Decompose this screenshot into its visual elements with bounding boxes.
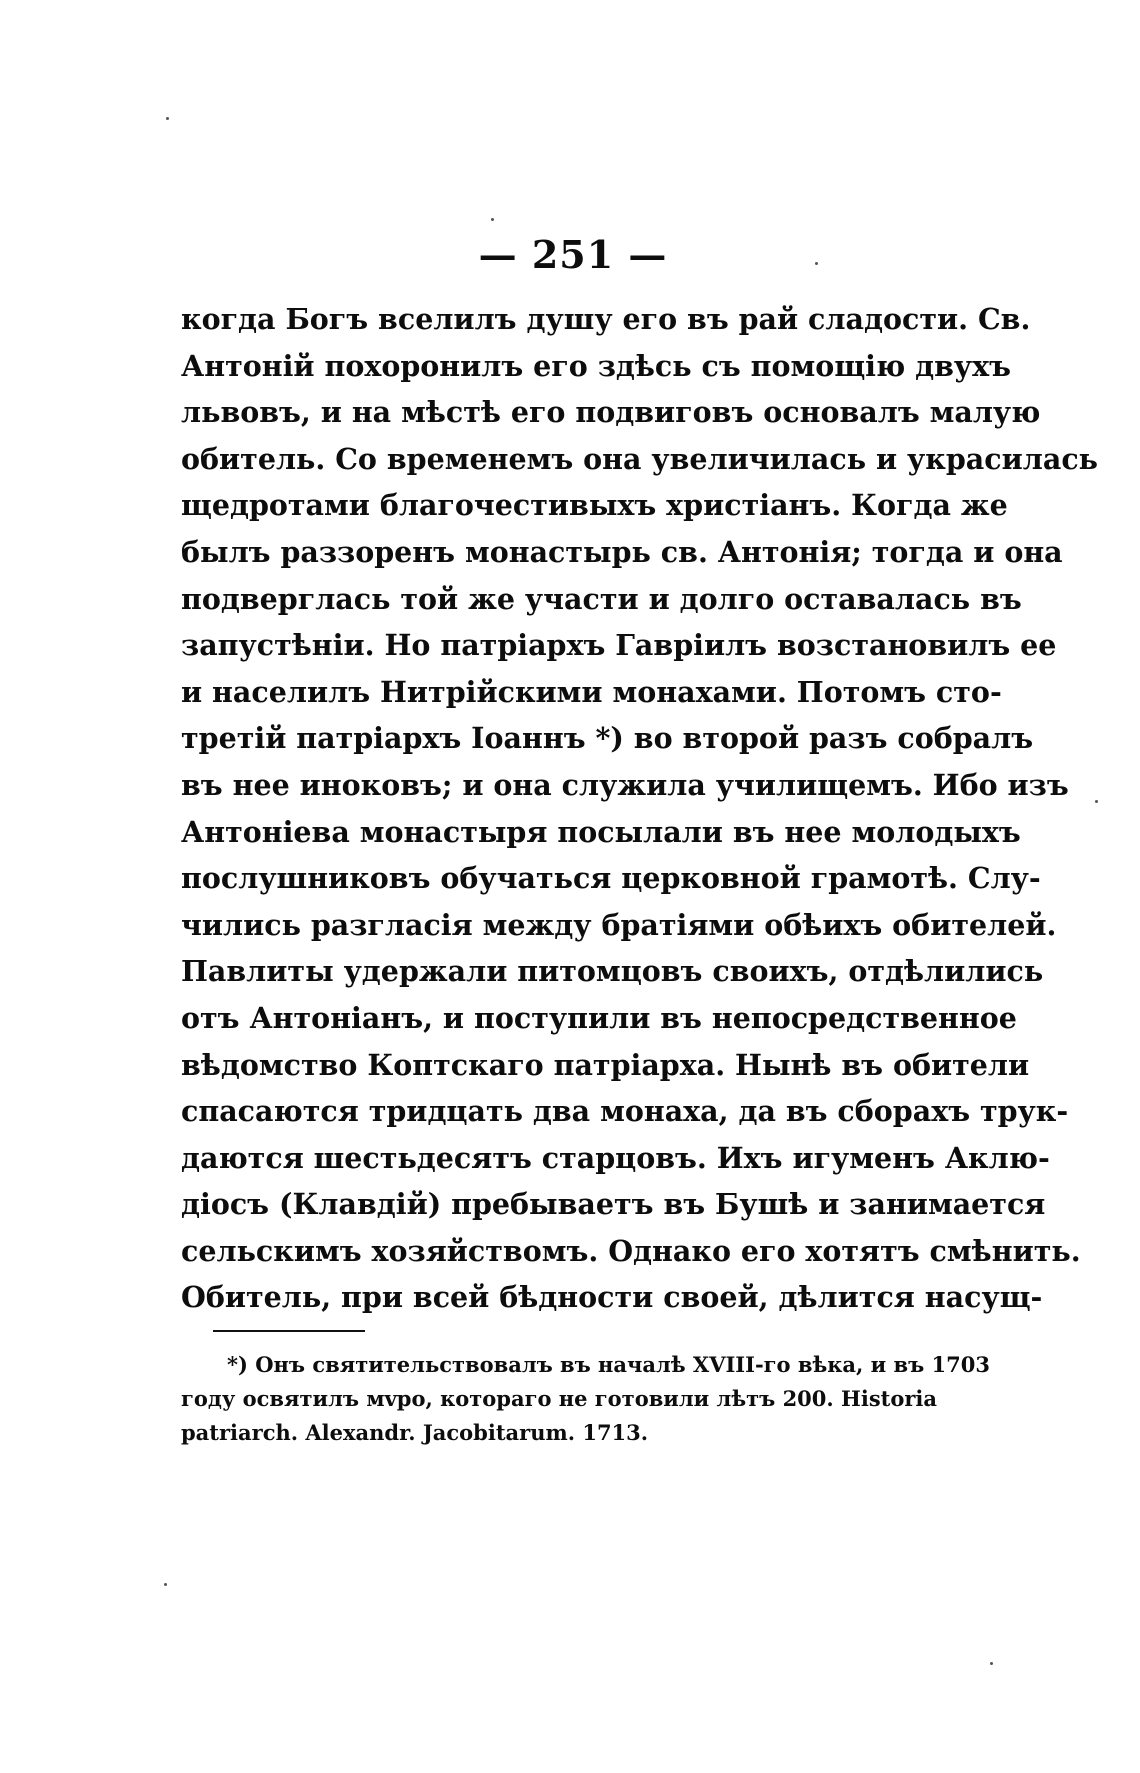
body-line: чились разгласія между братіями обѣихъ обителей. — [181, 907, 1057, 942]
body-line: вѣдомство Коптскаго патріарха. Нынѣ въ обители — [181, 1047, 1030, 1082]
body-line: въ нее иноковъ; и она служила училищемъ. Ибо изъ — [181, 767, 1069, 802]
body-line: діосъ (Клавдій) пребываетъ въ Бушѣ и занимается — [181, 1187, 1046, 1222]
body-line: обитель. Со временемъ она увеличилась и украсилась — [181, 441, 1099, 476]
body-line: Антоній похоронилъ его здѣсь съ помощію двухъ — [181, 348, 1012, 383]
body-line: даются шестьдесятъ старцовъ. Ихъ игуменъ Аклю- — [181, 1140, 1050, 1175]
body-line: послушниковъ обучаться церковной грамотѣ. Слу- — [181, 861, 1041, 896]
body-line: когда Богъ вселилъ душу его въ рай сладости. Св. — [181, 302, 1031, 336]
body-line: третій патріархъ Іоаннъ *) во второй разъ собралъ — [181, 721, 1034, 756]
body-line: Павлиты удержали питомцовъ своихъ, отдѣлились — [181, 954, 1044, 989]
body-line: Антоніева монастыря посылали въ нее молодыхъ — [181, 814, 1021, 849]
body-line: былъ раззоренъ монастырь св. Антонія; тогда и она — [181, 534, 1063, 569]
footnote-line: году освятилъ мvро, которaго не готовили лѣтъ 200. Historia — [181, 1386, 938, 1411]
footnote — [181, 1348, 990, 1450]
body-line: Обитель, при всей бѣдности своей, дѣлится насущ- — [181, 1280, 1043, 1315]
scan-speck — [1095, 800, 1098, 803]
footnote-line: patriarch. Alexandr. Jacobitarum. 1713. — [181, 1420, 649, 1445]
body-line: львовъ, и на мѣстѣ его подвиговъ основалъ малую — [181, 395, 1041, 430]
scan-speck — [815, 262, 818, 265]
body-line: сельскимъ хозяйствомъ. Однако его хотятъ смѣнить. — [181, 1233, 1081, 1268]
footnote-line: *) Онъ святительствовалъ въ началѣ XVIII-го вѣка, и въ 1703 — [227, 1352, 990, 1377]
page-number: — 251 — — [478, 232, 668, 277]
scan-speck — [491, 218, 494, 221]
scan-speck — [164, 1583, 167, 1586]
scan-speck — [990, 1662, 993, 1665]
body-line: щедротами благочестивыхъ христіанъ. Когда же — [181, 488, 1008, 523]
body-text — [181, 296, 1099, 1321]
body-line: и населилъ Нитрійскими монахами. Потомъ сто- — [181, 674, 1002, 709]
body-line: запустѣніи. Но патріархъ Гавріилъ возстановилъ ее — [181, 628, 1057, 663]
body-line: спасаются тридцать два монаха, да въ сборахъ трук- — [181, 1094, 1069, 1129]
scan-speck — [166, 117, 169, 120]
footnote-rule — [213, 1330, 365, 1332]
body-line: подверглась той же участи и долго оставалась въ — [181, 581, 1022, 616]
body-line: отъ Антоніанъ, и поступили въ непосредственное — [181, 1000, 1017, 1035]
